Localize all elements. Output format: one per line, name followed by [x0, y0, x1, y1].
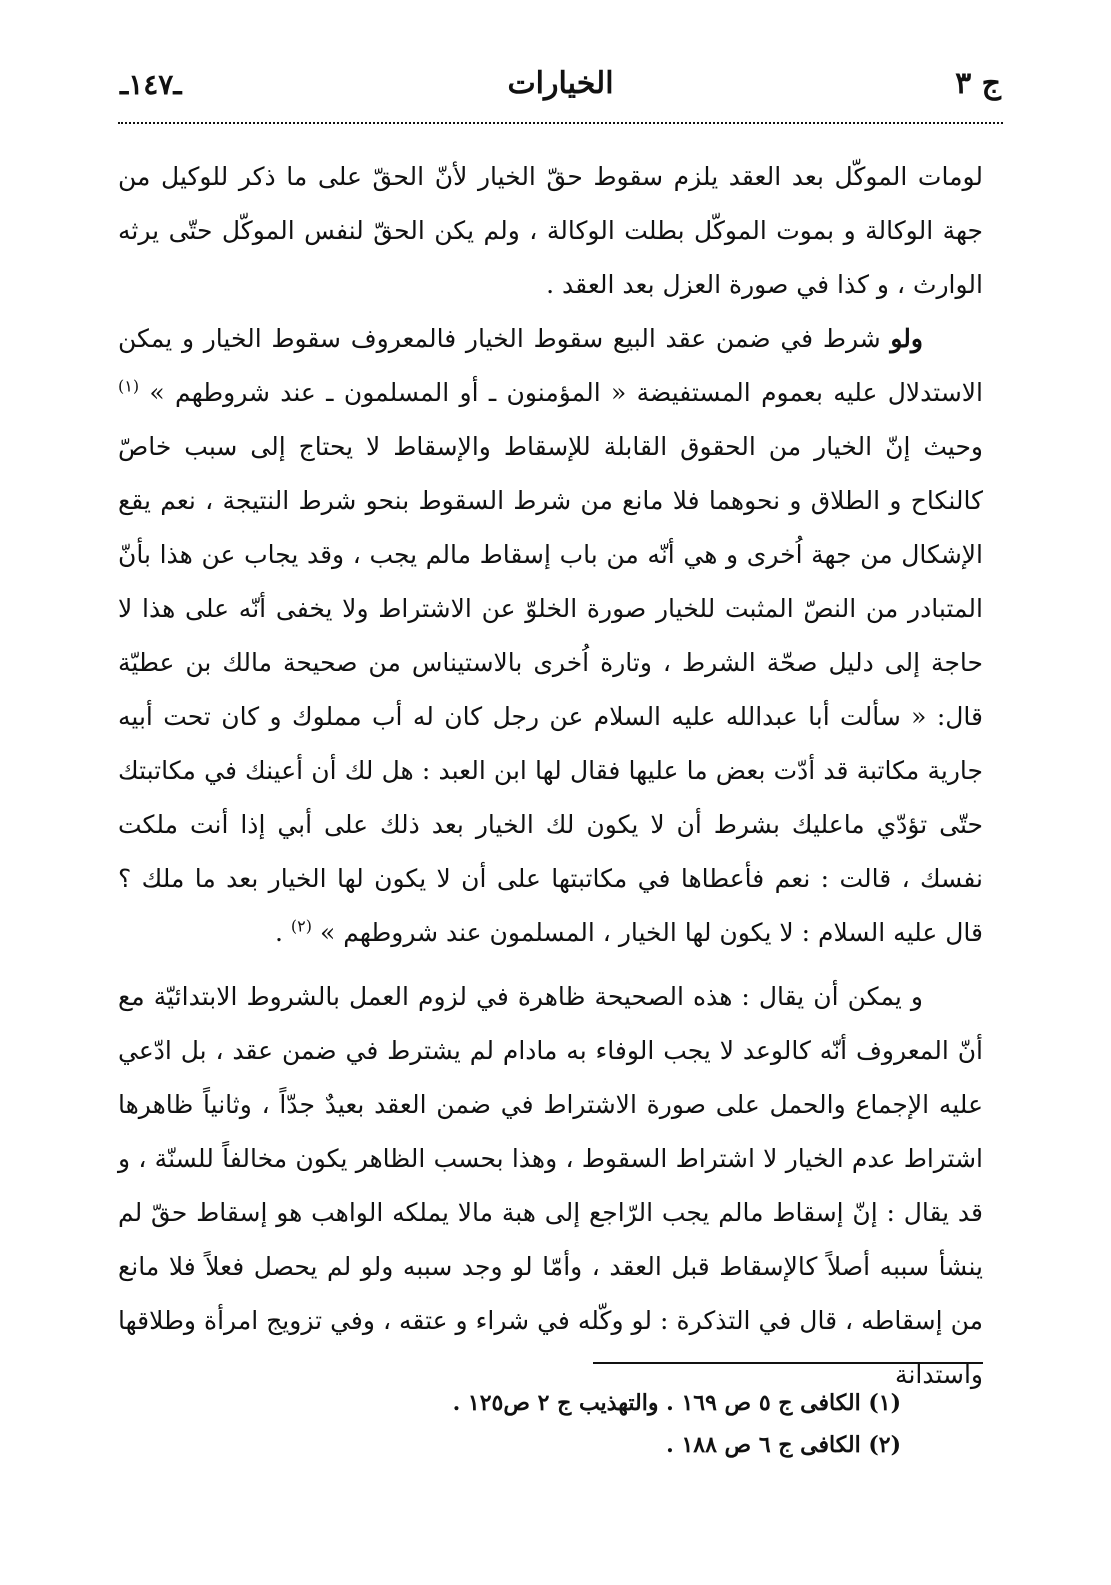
footnote-ref-1[interactable]: (١): [118, 376, 140, 396]
paragraph-1-text: لومات الموكّل بعد العقد يلزم سقوط حقّ الخيار لأنّ الحقّ على ما ذكر للوكيل من جهة الوكالة و بموت الموكّل بطلت الوكالة ، ولم يكن الحقّ لنفس الموكّل حتّى يرثه الوارث ، و كذا في صورة العزل بعد العقد .: [118, 162, 983, 299]
footnote-separator: [593, 1362, 983, 1364]
paragraph-2-text: شرط في ضمن عقد البيع سقوط الخيار فالمعروف سقوط الخيار و يمكن الاستدلال عليه بعموم المستفيضة « المؤمنون ـ أو المسلمون ـ عند شروطهم »: [118, 324, 983, 407]
paragraph-1: [118, 150, 983, 312]
paragraph-3: [118, 970, 983, 1402]
volume-label: ج ٣: [955, 66, 1001, 101]
paragraph-2-end: .: [275, 918, 291, 947]
footnote-ref-2[interactable]: (٢): [290, 916, 312, 936]
footnote-1: (١) الكافى ج ٥ ص ١٦٩ . والتهذيب ج ٢ ص١٢٥ .: [452, 1390, 901, 1416]
page-number: ـ١٤٧ـ: [120, 68, 182, 101]
paragraph-3-text: و يمكن أن يقال : هذه الصحيحة ظاهرة في لزوم العمل بالشروط الابتدائيّة مع أنّ المعروف أنّه كالوعد لا يجب الوفاء به مادام لم يشترط في ضمن عقد ، بل ادّعي عليه الإجماع والحمل على صورة الاشتراط في ضمن العقد بعيدٌ جدّاً ، وثانياً ظاهرها اشتراط عدم الخيار لا اشتراط السقوط ، وهذا بحسب الظاهر يكون مخالفاً للسنّة ، و قد يقال : إنّ إسقاط مالم يجب الرّاجع إلى هبة مالا يملكه الواهب هو إسقاط حقّ لم ينشأ سببه أصلاً كالإسقاط قبل العقد ، وأمّا لو وجد سببه ولو لم يحصل فعلاً فلا مانع من إسقاطه ، قال في التذكرة : لو وكّله في شراء و عتقه ، وفي تزويج امرأة وطلاقها واستدانة: [118, 982, 983, 1389]
footnote-2: (٢) الكافى ج ٦ ص ١٨٨ .: [666, 1432, 901, 1458]
header-dotted-rule: [118, 122, 1003, 124]
footnotes: [453, 1382, 901, 1466]
chapter-title: الخيارات: [507, 66, 614, 101]
paragraph-2-lead: ولو: [890, 324, 923, 353]
paragraph-2: [118, 312, 983, 960]
paragraph-2-tail: وحيث إنّ الخيار من الحقوق القابلة للإسقاط والإسقاط لا يحتاج إلى سبب خاصّ كالنكاح و الطلاق و نحوهما فلا مانع من شرط السقوط بنحو شرط النتيجة ، نعم يقع الإشكال من جهة اُخرى و هي أنّه من باب إسقاط مالم يجب ، وقد يجاب عن هذا بأنّ المتبادر من النصّ المثبت للخيار صورة الخلوّ عن الاشتراط ولا يخفى أنّه على هذا لا حاجة إلى دليل صحّة الشرط ، وتارة اُخرى بالاستيناس من صحيحة مالك بن عطيّة قال: « سألت أبا عبدالله عليه السلام عن رجل كان له أب مملوك و كان تحت أبيه جارية مكاتبة قد أدّت بعض ما عليها فقال لها ابن العبد : هل لك أن أعينك في مكاتبتك حتّى تؤدّي ماعليك بشرط أن لا يكون لك الخيار بعد ذلك على أبي إذا أنت ملكت نفسك ، قالت : نعم فأعطاها في مكاتبتها على أن لا يكون لها الخيار بعد ما ملك ؟ قال عليه السلام : لا يكون لها الخيار ، المسلمون عند شروطهم »: [118, 432, 983, 947]
main-text: [118, 150, 983, 1402]
running-header: [120, 66, 1001, 110]
